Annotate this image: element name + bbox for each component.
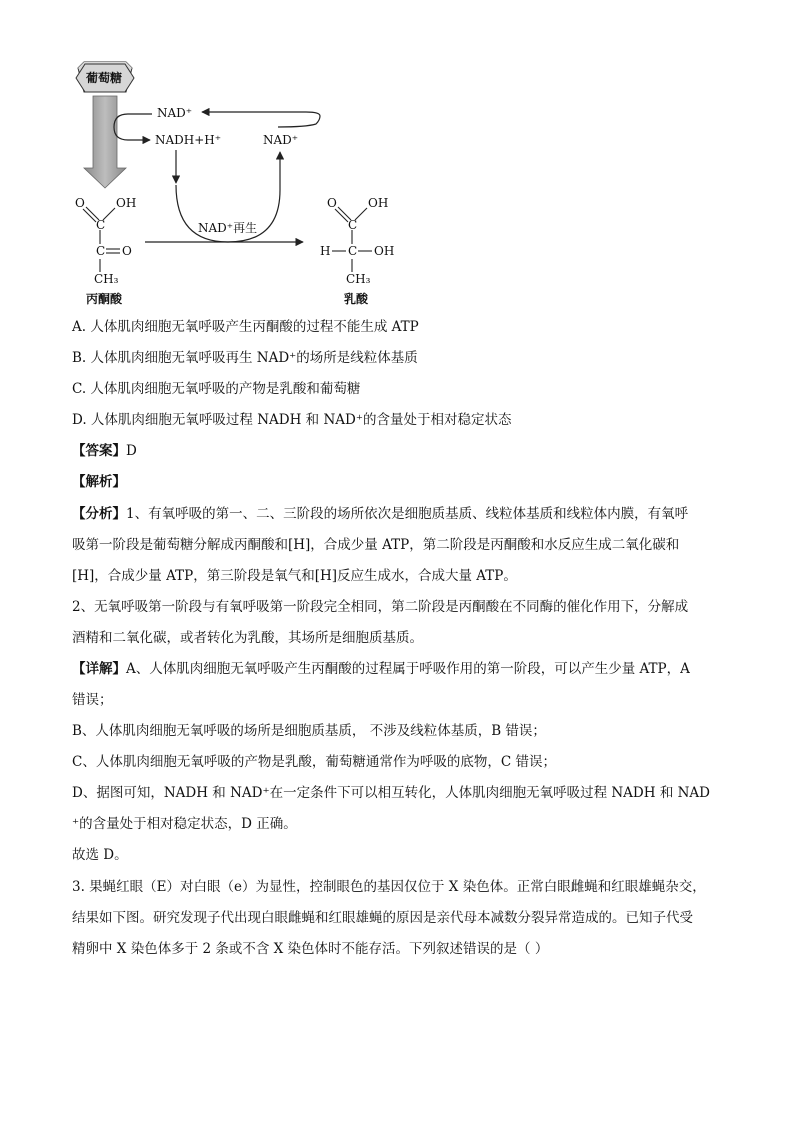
- lactate-oh: OH: [374, 244, 395, 258]
- fenxi-label: 【分析】: [72, 506, 126, 522]
- pyruvate-oh: OH: [116, 196, 137, 210]
- detail-a-text1: A、人体肌肉细胞无氧呼吸产生丙酮酸的过程属于呼吸作用的第一阶段，可以产生少量 ATP，A: [126, 661, 690, 677]
- answer-value: D: [126, 443, 137, 459]
- detail-c: C、人体肌肉细胞无氧呼吸的产物是乳酸，葡萄糖通常作为呼吸的底物，C 错误；: [72, 754, 556, 770]
- pyruvate-structure: [83, 207, 120, 272]
- analysis-p1-line1: [72, 505, 688, 523]
- pyruvate-ch3: CH₃: [94, 272, 119, 286]
- pyruvate-label: 丙酮酸: [86, 292, 123, 306]
- detail-d-line1: D、据图可知，NADH 和 NAD⁺在一定条件下可以相互转化，人体肌肉细胞无氧呼吸过程 NADH 和 NAD: [72, 785, 710, 801]
- answer-line: [72, 442, 137, 460]
- analysis-p2-line2: 酒精和二氧化碳，或者转化为乳酸，其场所是细胞质基质。: [72, 630, 423, 646]
- lactate-ch3: CH₃: [346, 272, 371, 286]
- analysis-p1-line3: [H]，合成少量 ATP，第三阶段是氧气和[H]反应生成水，合成大量 ATP。: [72, 568, 517, 584]
- lactate-o-top: O: [327, 196, 337, 210]
- question3-line2: 结果如下图。研究发现子代出现白眼雌蝇和红眼雄蝇的原因是亲代母本减数分裂异常造成的。已知子代受: [72, 910, 693, 926]
- conclusion: 故选 D。: [72, 847, 128, 863]
- analysis-p1-text1: 1、有氧呼吸的第一、二、三阶段的场所依次是细胞质基质、线粒体基质和线粒体内膜，有氧呼: [126, 506, 689, 522]
- lactate-oh-top: OH: [368, 196, 389, 210]
- lactate-c1: C: [348, 218, 358, 232]
- analysis-p1-line2: 吸第一阶段是葡萄糖分解成丙酮酸和[H]，合成少量 ATP，第二阶段是丙酮酸和水反应生成二氧化碳和: [72, 537, 680, 553]
- option-a: A. 人体肌肉细胞无氧呼吸产生丙酮酸的过程不能生成 ATP: [72, 319, 419, 335]
- answer-label: 【答案】: [72, 443, 126, 459]
- nadh-label: NADH+H⁺: [155, 133, 222, 147]
- big-down-arrow: [84, 96, 126, 188]
- pyruvate-o-keto: O: [122, 244, 132, 258]
- detail-d-line2: ⁺的含量处于相对稳定状态，D 正确。: [72, 816, 297, 832]
- lactate-c2: C: [348, 244, 358, 258]
- question3-line1: 3. 果蝇红眼（E）对白眼（e）为显性，控制眼色的基因仅位于 X 染色体。正常白眼雌蝇和红眼雄蝇杂交，: [72, 879, 706, 895]
- analysis-p2-line1: 2、无氧呼吸第一阶段与有氧呼吸第一阶段完全相同，第二阶段是丙酮酸在不同酶的催化作用下，分解成: [72, 599, 689, 615]
- detail-b: B、人体肌肉细胞无氧呼吸的场所是细胞质基质， 不涉及线粒体基质，B 错误；: [72, 723, 546, 739]
- lactate-structure: [332, 207, 372, 272]
- glucose-label: 葡萄糖: [86, 71, 123, 85]
- option-c: C. 人体肌肉细胞无氧呼吸的产物是乳酸和葡萄糖: [72, 381, 361, 397]
- pathway-diagram-graphics: [0, 0, 794, 320]
- analysis-heading: [72, 473, 126, 491]
- pyruvate-o-top: O: [75, 196, 85, 210]
- nad-to-nadh-arrow: [114, 114, 152, 140]
- option-d: D. 人体肌肉细胞无氧呼吸过程 NADH 和 NAD⁺的含量处于相对稳定状态: [72, 412, 512, 428]
- nad-right-label: NAD⁺: [263, 133, 299, 147]
- lactate-h: H: [320, 244, 331, 258]
- question3-line3: 精卵中 X 染色体多于 2 条或不含 X 染色体时不能存活。下列叙述错误的是（ ）: [72, 941, 549, 957]
- xiangjie-label: 【详解】: [72, 661, 126, 677]
- pathway-diagram: [0, 0, 794, 320]
- detail-a-line2: 错误；: [72, 692, 113, 708]
- analysis-label: 【解析】: [72, 474, 126, 490]
- nad-return-arrow: [202, 112, 320, 127]
- detail-line1: [72, 660, 690, 678]
- pyruvate-c1: C: [96, 218, 106, 232]
- option-b: B. 人体肌肉细胞无氧呼吸再生 NAD⁺的场所是线粒体基质: [72, 350, 418, 366]
- nad-top-label: NAD⁺: [157, 106, 193, 120]
- lactate-label: 乳酸: [344, 292, 369, 306]
- nad-regen-label: NAD⁺再生: [198, 221, 258, 235]
- pyruvate-c2: C: [96, 244, 106, 258]
